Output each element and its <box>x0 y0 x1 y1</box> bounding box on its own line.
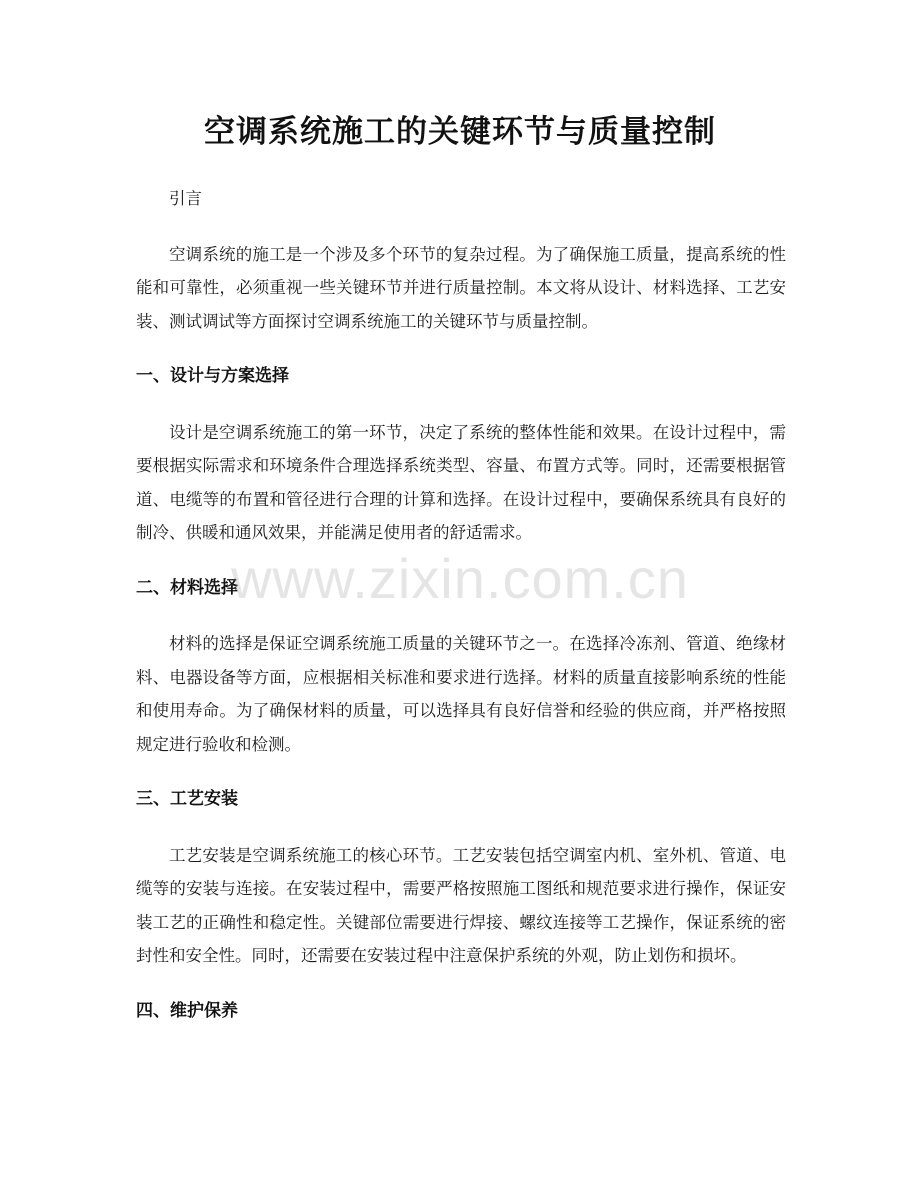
section-paragraph-installation: 工艺安装是空调系统施工的核心环节。工艺安装包括空调室内机、室外机、管道、电缆等的安装与连接。在安装过程中，需要严格按照施工图纸和规范要求进行操作，保证安装工艺的正确性和稳定性。关键部位需要进行焊接、螺纹连接等工艺操作，保证系统的密封性和安全性。同时，还需要在安装过程中注意保护系统的外观，防止划伤和损坏。 <box>136 845 786 965</box>
watermark: www.zixin.com.cn <box>231 547 689 610</box>
document-body <box>136 182 786 1050</box>
section-heading-materials: 二、材料选择 <box>136 577 238 598</box>
section-heading-design: 一、设计与方案选择 <box>136 366 289 386</box>
section-paragraph-materials: 材料的选择是保证空调系统施工质量的关键环节之一。在选择冷冻剂、管道、绝缘材料、电器设备等方面，应根据相关标准和要求进行选择。材料的质量直接影响系统的性能和使用寿命。为了确保材料的质量，可以选择具有良好信誉和经验的供应商，并严格按照规定进行验收和检测。 <box>136 634 786 754</box>
section-heading-installation: 三、工艺安装 <box>136 789 238 809</box>
page-title: 空调系统施工的关键环节与质量控制 <box>204 114 716 150</box>
intro-paragraph: 空调系统的施工是一个涉及多个环节的复杂过程。为了确保施工质量，提高系统的性能和可靠性，必须重视一些关键环节并进行质量控制。本文将从设计、材料选择、工艺安装、测试调试等方面探讨空调系统施工的关键环节与质量控制。 <box>136 244 786 331</box>
section-heading-maintenance: 四、维护保养 <box>136 1000 238 1021</box>
intro-label: 引言 <box>169 189 202 208</box>
section-paragraph-design: 设计是空调系统施工的第一环节，决定了系统的整体性能和效果。在设计过程中，需要根据实际需求和环境条件合理选择系统类型、容量、布置方式等。同时，还需要根据管道、电缆等的布置和管径进行合理的计算和选择。在设计过程中，要确保系统具有良好的制冷、供暖和通风效果，并能满足使用者的舒适需求。 <box>136 422 786 542</box>
